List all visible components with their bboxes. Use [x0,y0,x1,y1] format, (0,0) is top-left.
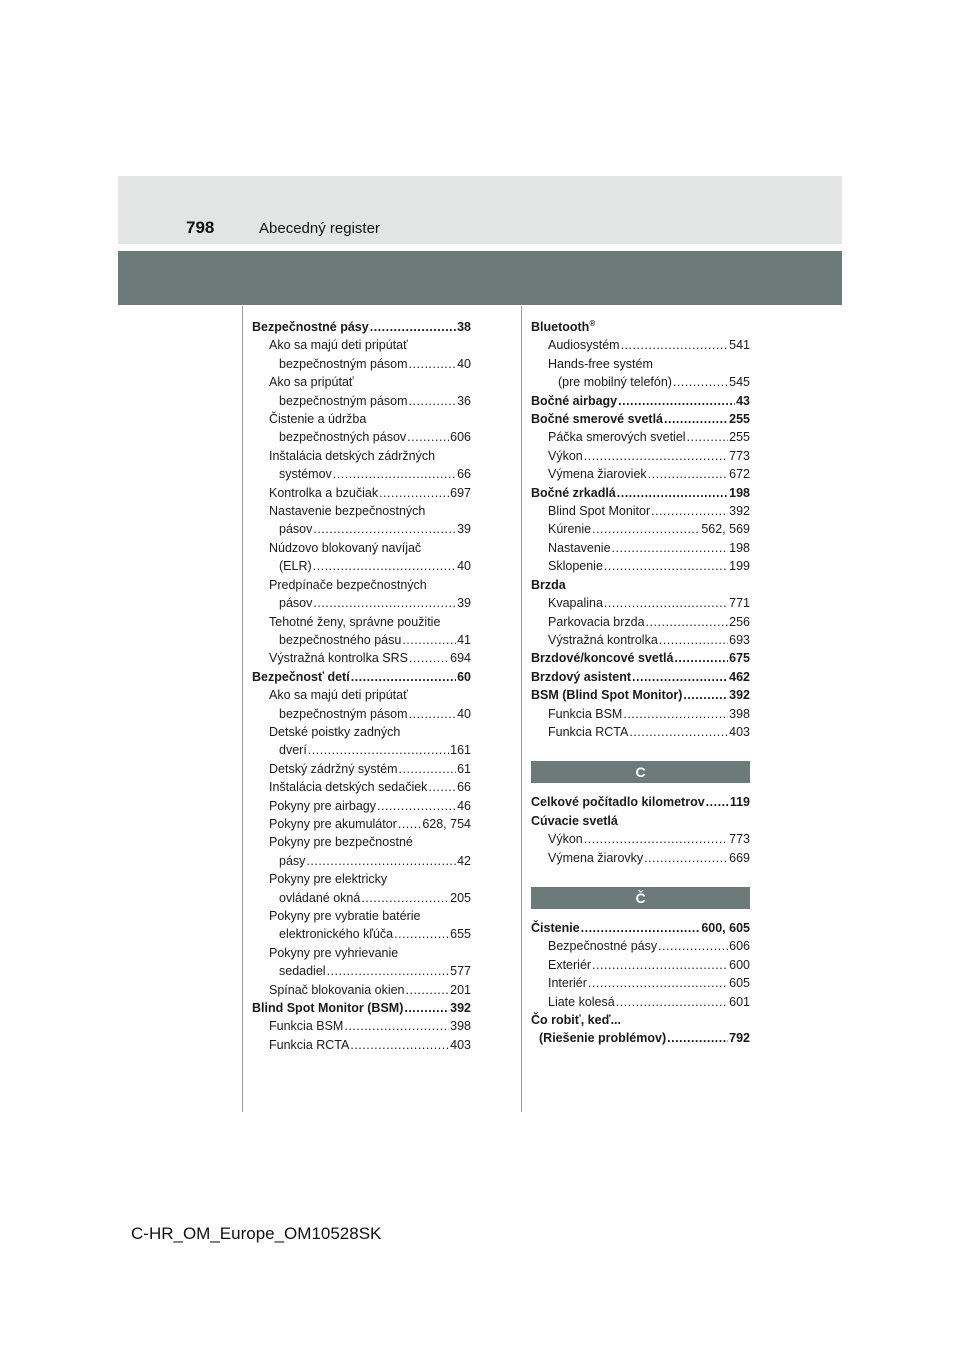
index-subentry: Blind Spot Monitor ..... 392 [531,502,750,520]
index-subentry: Funkcia RCTA ..... 403 [252,1036,471,1054]
index-subentry: elektronického kľúča ..... 655 [252,925,471,943]
index-subentry: Detské poistky zadných [269,724,401,739]
index-subentry: Kúrenie ..... 562, 569 [531,520,750,538]
index-entry-continuation: (Riešenie problémov) ..... 792 [531,1029,750,1047]
index-subentry: Exteriér ..... 600 [531,956,750,974]
index-subentry: Páčka smerových svetiel ..... 255 [531,428,750,446]
index-subentry: Hands-free systém [548,356,653,371]
index-subentry: Núdzovo blokovaný navíjač [269,540,422,555]
index-subentry: Pokyny pre akumulátor ..... 628, 754 [252,815,471,833]
index-subentry: Ako sa majú deti pripútať [269,688,408,703]
index-subentry: (pre mobilný telefón) ..... 545 [531,373,750,391]
index-entry: BSM (Blind Spot Monitor) ..... 392 [531,686,750,704]
index-subentry: Pokyny pre elektricky [269,872,388,887]
center-divider [521,306,522,1112]
index-entry: Bočné airbagy ..... 43 [531,392,750,410]
index-subentry: Nastavenie bezpečnostných [269,504,426,519]
letter-header-c-caron: Č [531,887,750,909]
index-entry: Brzda [531,577,566,592]
index-subentry: Interiér ..... 605 [531,974,750,992]
index-entry: Brzdové/koncové svetlá ..... 675 [531,649,750,667]
index-subentry: Inštalácia detských zádržných [269,448,436,463]
index-subentry: Tehotné ženy, správne použitie [269,614,441,629]
index-subentry: Výmena žiarovky ..... 669 [531,849,750,867]
letter-header-c: C [531,761,750,783]
index-subentry: Výstražná kontrolka SRS ..... 694 [252,649,471,667]
index-subentry: Ako sa majú deti pripútať [269,338,408,353]
index-subentry: Kvapalina ..... 771 [531,594,750,612]
index-subentry: Funkcia BSM ..... 398 [252,1017,471,1035]
index-subentry: bezpečnostným pásom ..... 40 [252,705,471,723]
index-entry: Bezpečnostné pásy ..... 38 [252,318,471,336]
index-entry: Brzdový asistent ..... 462 [531,668,750,686]
index-entry: Celkové počítadlo kilometrov ..... 119 [531,793,750,811]
index-subentry: Výstražná kontrolka ..... 693 [531,631,750,649]
index-subentry: bezpečnostným pásom ..... 36 [252,392,471,410]
index-subentry: bezpečnostných pásov ..... 606 [252,428,471,446]
index-entry: Bluetooth® [531,318,596,334]
index-subentry: Pokyny pre vybratie batérie [269,909,421,923]
header-dark-band [118,251,842,305]
index-subentry: bezpečnostného pásu ..... 41 [252,631,471,649]
index-subentry: systémov ..... 66 [252,465,471,483]
index-subentry: pásov ..... 39 [252,520,471,538]
index-subentry: Výkon ..... 773 [531,830,750,848]
page-number: 798 [186,218,215,237]
index-entry: Blind Spot Monitor (BSM) ..... 392 [252,999,471,1017]
index-entry: Čo robiť, keď... [531,1013,621,1027]
index-entry: Bezpečnosť detí ..... 60 [252,668,471,686]
index-subentry: Parkovacia brzda ..... 256 [531,613,750,631]
index-subentry: Liate kolesá ..... 601 [531,993,750,1011]
index-subentry: sedadiel ..... 577 [252,962,471,980]
index-subentry: bezpečnostným pásom ..... 40 [252,355,471,373]
index-subentry: Funkcia RCTA ..... 403 [531,723,750,741]
index-column-left [252,318,471,1054]
document-id: C-HR_OM_Europe_OM10528SK [131,1224,382,1243]
index-subentry: Bezpečnostné pásy ..... 606 [531,937,750,955]
index-column-right [531,318,750,1048]
index-subentry: ovládané okná ..... 205 [252,889,471,907]
index-subentry: dverí ..... 161 [252,741,471,759]
index-subentry: Pokyny pre vyhrievanie [269,945,399,960]
index-subentry: Výkon ..... 773 [531,447,750,465]
index-entry: Bočné smerové svetlá ..... 255 [531,410,750,428]
index-subentry: Pokyny pre bezpečnostné [269,835,413,850]
index-subentry: Čistenie a údržba [269,412,367,427]
index-subentry: Audiosystém ..... 541 [531,336,750,354]
index-subentry: Detský zádržný systém ..... 61 [252,760,471,778]
index-subentry: Pokyny pre airbagy ..... 46 [252,797,471,815]
index-subentry: Ako sa pripútať [269,375,354,390]
index-entry: Bočné zrkadlá ..... 198 [531,484,750,502]
index-subentry: Výmena žiaroviek ..... 672 [531,465,750,483]
index-subentry: pásy ..... 42 [252,852,471,870]
index-entry: Čistenie ..... 600, 605 [531,919,750,937]
index-subentry: pásov ..... 39 [252,594,471,612]
index-subentry: Sklopenie ..... 199 [531,557,750,575]
index-subentry: Funkcia BSM ..... 398 [531,705,750,723]
index-subentry: Nastavenie ..... 198 [531,539,750,557]
section-title: Abecedný register [259,220,380,237]
left-divider [242,306,243,1112]
index-subentry: Spínač blokovania okien ..... 201 [252,981,471,999]
index-subentry: Kontrolka a bzučiak ..... 697 [252,484,471,502]
index-subentry: Predpínače bezpečnostných [269,577,427,592]
index-subentry: (ELR) ..... 40 [252,557,471,575]
index-entry: Cúvacie svetlá [531,813,618,828]
header-band [118,176,842,244]
index-subentry: Inštalácia detských sedačiek ..... 66 [252,778,471,796]
